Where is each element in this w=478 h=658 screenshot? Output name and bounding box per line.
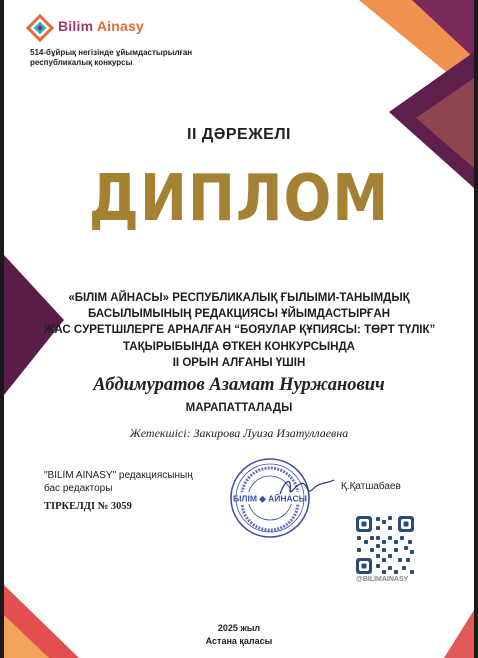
editor-line-2: бас редакторы bbox=[44, 483, 113, 494]
description-line: БАСЫЛЫМЫНЫҢ РЕДАКЦИЯСЫ ҰЙЫМДАСТЫРҒАН bbox=[88, 308, 390, 321]
degree-label: II ДӘРЕЖЕЛІ bbox=[187, 126, 291, 143]
description-line: II ОРЫН АЛҒАНЫ ҮШІН bbox=[172, 356, 306, 369]
supervisor-name: Жетекшісі: Закирова Луиза Изатуллаевна bbox=[129, 426, 349, 440]
header-subtitle: 514-бұйрық негізінде ұйымдастырылған республикалық конкурсы bbox=[30, 48, 193, 67]
diploma-page bbox=[4, 0, 474, 658]
stamp-text: БІЛІМ ◆ АЙНАСЫ bbox=[233, 493, 307, 504]
brand-word-2: Ainasy bbox=[96, 18, 144, 34]
award-description bbox=[44, 290, 434, 371]
editor-title bbox=[44, 469, 193, 495]
recipient-name: Абдимуратов Азамат Нуржанович bbox=[93, 375, 385, 395]
qr-code bbox=[354, 514, 416, 576]
editor-line-1: "BILIM AINASY" редакциясының bbox=[44, 470, 193, 481]
logo-icon bbox=[26, 14, 54, 42]
issue-city: Астана қаласы bbox=[205, 636, 273, 646]
registration-number: ТІРКЕЛДІ № 3059 bbox=[44, 501, 132, 512]
social-handle: @BILIMAINASY bbox=[356, 576, 409, 583]
bottom-right-coral-shape bbox=[444, 610, 474, 658]
brand-name bbox=[58, 18, 144, 34]
awarded-label: МАРАПАТТАЛАДЫ bbox=[185, 402, 293, 414]
description-line: ТАҚЫРЫБЫНДА ӨТКЕН КОНКУРСЫНДА bbox=[123, 340, 355, 353]
signer-name: Қ.Қатшабаев bbox=[341, 481, 401, 492]
description-line: «БІЛІМ АЙНАСЫ» РЕСПУБЛИКАЛЫҚ ҒЫЛЫМИ-ТАНЫМДЫҚ bbox=[68, 292, 410, 304]
signature-scribble bbox=[276, 472, 338, 502]
description-line: ЖАС СУРЕТШІЛЕРГЕ АРНАЛҒАН “БОЯУЛАР ҚҰПИЯСЫ: ТӨРТ ТҮЛІК” bbox=[44, 324, 436, 337]
issue-year: 2025 жыл bbox=[217, 623, 261, 633]
diploma-title: ДИПЛОМ bbox=[88, 162, 390, 236]
brand-word-1: Bilim bbox=[58, 18, 94, 34]
